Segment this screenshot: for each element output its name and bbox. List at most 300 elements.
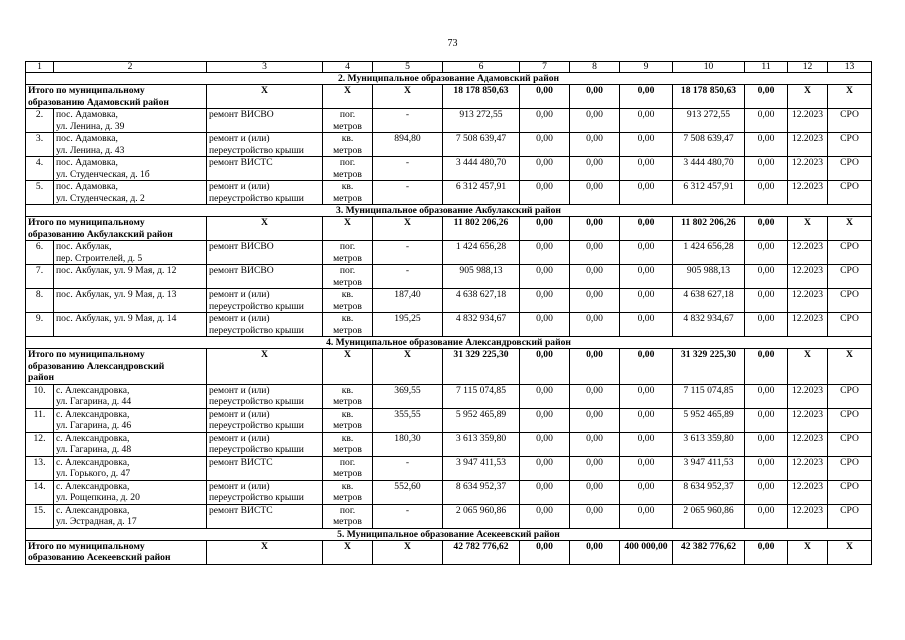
work-type-line: переустройство крыши <box>209 396 304 407</box>
address-cell <box>54 432 207 456</box>
total-cell: Х <box>373 217 443 241</box>
amount-cell: 0,00 <box>745 109 788 133</box>
row-number: 2. <box>26 109 54 133</box>
method-cell: СРО <box>828 289 872 313</box>
method-cell: СРО <box>828 133 872 157</box>
address-line: ул. Гагарина, д. 48 <box>56 444 132 455</box>
amount-cell: 0,00 <box>520 408 570 432</box>
total-cell: Х <box>828 85 872 109</box>
section-title: 2. Муниципальное образование Адамовский район <box>26 73 872 85</box>
table-row <box>26 133 872 157</box>
section-total-row <box>26 85 872 109</box>
section-title: 3. Муниципальное образование Акбулакский район <box>26 205 872 217</box>
amount-cell: 0,00 <box>620 432 673 456</box>
table-row <box>26 456 872 480</box>
amount-cell: 0,00 <box>620 133 673 157</box>
total-cell: 0,00 <box>745 85 788 109</box>
deadline-cell: 12.2023 <box>788 432 828 456</box>
amount-cell: 0,00 <box>570 109 620 133</box>
deadline-cell: 12.2023 <box>788 313 828 337</box>
total-label-line: образованию Акбулакский район <box>28 228 173 240</box>
column-number: 4 <box>323 62 373 73</box>
volume-cell: - <box>373 157 443 181</box>
unit-line: метров <box>333 168 362 180</box>
table-row <box>26 265 872 289</box>
amount-cell: 0,00 <box>570 241 620 265</box>
amount-cell: 7 508 639,47 <box>673 133 745 157</box>
total-cell: 0,00 <box>620 85 673 109</box>
total-cell: 42 382 776,62 <box>673 540 745 564</box>
work-type-line: ремонт и (или) <box>209 181 270 192</box>
unit-line: метров <box>333 192 362 204</box>
volume-cell: 369,55 <box>373 384 443 408</box>
table-row <box>26 384 872 408</box>
unit-cell <box>323 432 373 456</box>
unit-line: метров <box>333 468 362 479</box>
total-cell: 0,00 <box>520 85 570 109</box>
amount-cell: 0,00 <box>745 133 788 157</box>
total-cell: 0,00 <box>745 540 788 564</box>
address-cell <box>54 504 207 528</box>
work-type-line: ремонт ВИСТС <box>209 456 273 468</box>
amount-cell: 0,00 <box>745 313 788 337</box>
total-cell: 0,00 <box>520 217 570 241</box>
amount-cell: 0,00 <box>745 504 788 528</box>
address-cell <box>54 157 207 181</box>
amount-cell: 7 115 074,85 <box>673 384 745 408</box>
row-number: 6. <box>26 241 54 265</box>
amount-cell: 0,00 <box>570 289 620 313</box>
work-type-line: ремонт и (или) <box>209 313 270 324</box>
amount-cell: 913 272,55 <box>673 109 745 133</box>
amount-cell: 8 634 952,37 <box>443 480 520 504</box>
row-number: 11. <box>26 408 54 432</box>
amount-cell: 0,00 <box>570 456 620 480</box>
amount-cell: 6 312 457,91 <box>443 181 520 205</box>
work-type-line: переустройство крыши <box>209 492 304 503</box>
unit-cell <box>323 265 373 289</box>
address-line: пос. Акбулак, <box>56 241 112 252</box>
column-number-row <box>26 62 872 73</box>
column-number: 10 <box>673 62 745 73</box>
amount-cell: 0,00 <box>745 241 788 265</box>
row-number: 14. <box>26 480 54 504</box>
amount-cell: 5 952 465,89 <box>443 408 520 432</box>
unit-cell <box>323 313 373 337</box>
section-header-row <box>26 73 872 85</box>
total-label <box>26 349 207 385</box>
volume-cell: 355,55 <box>373 408 443 432</box>
work-type-line: переустройство крыши <box>209 324 304 336</box>
amount-cell: 0,00 <box>570 480 620 504</box>
address-line: пос. Адамовка, <box>56 133 118 144</box>
work-type-cell <box>207 313 323 337</box>
amount-cell: 0,00 <box>745 384 788 408</box>
section-total-row <box>26 349 872 385</box>
address-line: пос. Адамовка, <box>56 109 118 120</box>
amount-cell: 0,00 <box>520 181 570 205</box>
table-row <box>26 313 872 337</box>
unit-cell <box>323 480 373 504</box>
method-cell: СРО <box>828 456 872 480</box>
address-line: с. Александровка, <box>56 456 130 468</box>
total-cell: Х <box>207 217 323 241</box>
total-label-line: образованию Асекеевский район <box>28 552 171 563</box>
unit-line: пог. <box>339 456 356 468</box>
unit-line: метров <box>333 120 362 132</box>
work-type-line: ремонт и (или) <box>209 480 270 492</box>
amount-cell: 0,00 <box>570 133 620 157</box>
total-cell: Х <box>373 540 443 564</box>
section-title: 5. Муниципальное образование Асекеевский район <box>26 528 872 540</box>
total-cell: 400 000,00 <box>620 540 673 564</box>
section-total-row <box>26 217 872 241</box>
amount-cell: 0,00 <box>520 384 570 408</box>
address-line: пос. Акбулак, ул. 9 Мая, д. 14 <box>56 313 177 324</box>
work-type-line: ремонт ВИСВО <box>209 241 274 252</box>
unit-line: кв. <box>341 313 354 324</box>
unit-cell <box>323 133 373 157</box>
amount-cell: 2 065 960,86 <box>443 504 520 528</box>
column-number: 13 <box>828 62 872 73</box>
volume-cell: - <box>373 504 443 528</box>
column-number: 5 <box>373 62 443 73</box>
total-label <box>26 540 207 564</box>
work-type-line: ремонт и (или) <box>209 133 270 144</box>
total-cell: Х <box>788 85 828 109</box>
address-cell <box>54 289 207 313</box>
row-number: 12. <box>26 432 54 456</box>
address-line: ул. Рощепкина, д. 20 <box>56 492 140 503</box>
unit-line: пог. <box>339 241 356 252</box>
total-label-line: образованию Александровский <box>28 360 165 372</box>
volume-cell: - <box>373 109 443 133</box>
address-line: ул. Ленина, д. 39 <box>56 120 125 132</box>
unit-cell <box>323 408 373 432</box>
row-number: 10. <box>26 384 54 408</box>
method-cell: СРО <box>828 504 872 528</box>
unit-line: кв. <box>341 289 354 300</box>
total-cell: 31 329 225,30 <box>443 349 520 385</box>
total-cell: 0,00 <box>745 349 788 385</box>
column-number: 11 <box>745 62 788 73</box>
address-line: пос. Адамовка, <box>56 181 118 192</box>
address-line: пос. Акбулак, ул. 9 Мая, д. 12 <box>56 265 177 276</box>
deadline-cell: 12.2023 <box>788 157 828 181</box>
method-cell: СРО <box>828 157 872 181</box>
address-line: ул. Эстрадная, д. 17 <box>56 516 137 527</box>
address-line: ул. Гагарина, д. 46 <box>56 420 132 431</box>
column-number: 8 <box>570 62 620 73</box>
row-number: 13. <box>26 456 54 480</box>
volume-cell: - <box>373 181 443 205</box>
total-cell: Х <box>788 540 828 564</box>
deadline-cell: 12.2023 <box>788 133 828 157</box>
total-cell: 0,00 <box>620 349 673 385</box>
section-total-row <box>26 540 872 564</box>
total-cell: 0,00 <box>620 217 673 241</box>
table-row <box>26 480 872 504</box>
total-label <box>26 217 207 241</box>
address-line: с. Александровка, <box>56 480 130 492</box>
work-type-cell <box>207 241 323 265</box>
work-type-line: переустройство крыши <box>209 420 304 431</box>
amount-cell: 0,00 <box>570 157 620 181</box>
total-cell: Х <box>373 349 443 385</box>
unit-cell <box>323 109 373 133</box>
amount-cell: 0,00 <box>570 504 620 528</box>
amount-cell: 0,00 <box>745 181 788 205</box>
amount-cell: 0,00 <box>745 265 788 289</box>
amount-cell: 0,00 <box>570 432 620 456</box>
address-cell <box>54 109 207 133</box>
deadline-cell: 12.2023 <box>788 265 828 289</box>
work-type-cell <box>207 504 323 528</box>
row-number: 3. <box>26 133 54 157</box>
address-line: с. Александровка, <box>56 408 130 420</box>
amount-cell: 0,00 <box>620 289 673 313</box>
unit-line: метров <box>333 516 362 527</box>
total-cell: 0,00 <box>520 349 570 385</box>
work-type-cell <box>207 265 323 289</box>
amount-cell: 0,00 <box>620 384 673 408</box>
method-cell: СРО <box>828 408 872 432</box>
amount-cell: 2 065 960,86 <box>673 504 745 528</box>
amount-cell: 1 424 656,28 <box>443 241 520 265</box>
volume-cell: - <box>373 456 443 480</box>
amount-cell: 0,00 <box>520 432 570 456</box>
volume-cell: 195,25 <box>373 313 443 337</box>
amount-cell: 3 444 480,70 <box>443 157 520 181</box>
unit-line: кв. <box>341 432 354 444</box>
unit-cell <box>323 504 373 528</box>
unit-cell <box>323 181 373 205</box>
amount-cell: 0,00 <box>570 181 620 205</box>
address-line: пос. Адамовка, <box>56 157 118 168</box>
total-cell: Х <box>323 217 373 241</box>
unit-line: пог. <box>339 265 356 276</box>
work-type-line: ремонт и (или) <box>209 408 270 420</box>
row-number: 9. <box>26 313 54 337</box>
deadline-cell: 12.2023 <box>788 241 828 265</box>
address-cell <box>54 384 207 408</box>
method-cell: СРО <box>828 432 872 456</box>
work-type-line: ремонт ВИСТС <box>209 504 273 516</box>
work-type-cell <box>207 384 323 408</box>
row-number: 8. <box>26 289 54 313</box>
column-number: 2 <box>54 62 207 73</box>
unit-line: метров <box>333 276 362 288</box>
total-cell: 31 329 225,30 <box>673 349 745 385</box>
method-cell: СРО <box>828 384 872 408</box>
total-cell: Х <box>828 349 872 385</box>
amount-cell: 5 952 465,89 <box>673 408 745 432</box>
total-cell: Х <box>788 349 828 385</box>
total-cell: 0,00 <box>570 540 620 564</box>
total-label-line: Итого по муниципальному <box>28 217 145 228</box>
amount-cell: 0,00 <box>570 384 620 408</box>
work-type-line: ремонт ВИСВО <box>209 109 274 120</box>
amount-cell: 0,00 <box>520 109 570 133</box>
total-cell: 18 178 850,63 <box>443 85 520 109</box>
address-line: с. Александровка, <box>56 384 130 396</box>
volume-cell: - <box>373 241 443 265</box>
work-type-line: ремонт и (или) <box>209 289 270 300</box>
amount-cell: 0,00 <box>520 504 570 528</box>
total-cell: Х <box>323 85 373 109</box>
amount-cell: 0,00 <box>620 504 673 528</box>
total-cell: Х <box>323 540 373 564</box>
amount-cell: 4 832 934,67 <box>673 313 745 337</box>
work-type-cell <box>207 289 323 313</box>
amount-cell: 3 613 359,80 <box>673 432 745 456</box>
address-line: ул. Горького, д. 47 <box>56 468 131 479</box>
amount-cell: 0,00 <box>520 289 570 313</box>
method-cell: СРО <box>828 313 872 337</box>
address-line: с. Александровка, <box>56 432 130 444</box>
volume-cell: - <box>373 265 443 289</box>
work-type-cell <box>207 181 323 205</box>
total-label-line: район <box>28 372 54 383</box>
amount-cell: 0,00 <box>620 109 673 133</box>
amount-cell: 0,00 <box>745 408 788 432</box>
amount-cell: 7 508 639,47 <box>443 133 520 157</box>
unit-line: метров <box>333 492 362 503</box>
amount-cell: 0,00 <box>620 181 673 205</box>
volume-cell: 180,30 <box>373 432 443 456</box>
method-cell: СРО <box>828 241 872 265</box>
section-title: 4. Муниципальное образование Александровский район <box>26 337 872 349</box>
unit-line: метров <box>333 300 362 312</box>
amount-cell: 0,00 <box>520 265 570 289</box>
unit-line: пог. <box>339 109 356 120</box>
unit-line: метров <box>333 420 362 431</box>
method-cell: СРО <box>828 181 872 205</box>
address-line: ул. Гагарина, д. 44 <box>56 396 132 407</box>
column-number: 7 <box>520 62 570 73</box>
amount-cell: 0,00 <box>620 241 673 265</box>
address-cell <box>54 456 207 480</box>
unit-line: кв. <box>341 408 354 420</box>
volume-cell: 894,80 <box>373 133 443 157</box>
amount-cell: 3 947 411,53 <box>673 456 745 480</box>
amount-cell: 1 424 656,28 <box>673 241 745 265</box>
deadline-cell: 12.2023 <box>788 384 828 408</box>
amount-cell: 0,00 <box>620 265 673 289</box>
amount-cell: 905 988,13 <box>443 265 520 289</box>
address-cell <box>54 408 207 432</box>
unit-cell <box>323 289 373 313</box>
total-label-line: образованию Адамовский район <box>28 96 169 108</box>
method-cell: СРО <box>828 480 872 504</box>
work-type-cell <box>207 133 323 157</box>
amount-cell: 3 613 359,80 <box>443 432 520 456</box>
method-cell: СРО <box>828 109 872 133</box>
total-cell: Х <box>828 217 872 241</box>
amount-cell: 0,00 <box>520 157 570 181</box>
total-cell: Х <box>207 540 323 564</box>
table-row <box>26 241 872 265</box>
amount-cell: 0,00 <box>520 456 570 480</box>
unit-line: кв. <box>341 480 354 492</box>
unit-line: кв. <box>341 384 354 396</box>
total-cell: 0,00 <box>745 217 788 241</box>
work-type-line: ремонт и (или) <box>209 432 270 444</box>
unit-cell <box>323 456 373 480</box>
table-row <box>26 504 872 528</box>
unit-line: пог. <box>339 157 356 168</box>
address-cell <box>54 480 207 504</box>
address-line: ул. Студенческая, д. 1б <box>56 168 150 180</box>
amount-cell: 913 272,55 <box>443 109 520 133</box>
unit-line: пог. <box>339 504 356 516</box>
amount-cell: 4 638 627,18 <box>673 289 745 313</box>
method-cell: СРО <box>828 265 872 289</box>
table-row <box>26 157 872 181</box>
section-header-row <box>26 337 872 349</box>
work-type-line: переустройство крыши <box>209 444 304 455</box>
unit-cell <box>323 384 373 408</box>
amount-cell: 0,00 <box>620 408 673 432</box>
work-type-cell <box>207 157 323 181</box>
address-cell <box>54 133 207 157</box>
amount-cell: 0,00 <box>570 265 620 289</box>
amount-cell: 0,00 <box>620 456 673 480</box>
table-row <box>26 289 872 313</box>
section-header-row <box>26 528 872 540</box>
total-cell: 0,00 <box>570 349 620 385</box>
unit-line: кв. <box>341 181 354 192</box>
amount-cell: 6 312 457,91 <box>673 181 745 205</box>
table-row <box>26 408 872 432</box>
total-cell: 42 782 776,62 <box>443 540 520 564</box>
address-line: с. Александровка, <box>56 504 130 516</box>
total-label-line: Итого по муниципальному <box>28 349 145 360</box>
unit-line: кв. <box>341 133 354 144</box>
amount-cell: 0,00 <box>520 241 570 265</box>
total-cell: 0,00 <box>570 85 620 109</box>
amount-cell: 0,00 <box>745 456 788 480</box>
deadline-cell: 12.2023 <box>788 181 828 205</box>
work-type-cell <box>207 456 323 480</box>
total-label-line: Итого по муниципальному <box>28 85 145 96</box>
work-type-cell <box>207 408 323 432</box>
column-number: 6 <box>443 62 520 73</box>
total-cell: 11 802 206,26 <box>673 217 745 241</box>
table-row <box>26 432 872 456</box>
work-type-cell <box>207 480 323 504</box>
capital-repair-table <box>25 61 872 565</box>
unit-line: метров <box>333 396 362 407</box>
amount-cell: 4 638 627,18 <box>443 289 520 313</box>
amount-cell: 0,00 <box>620 480 673 504</box>
amount-cell: 0,00 <box>745 480 788 504</box>
row-number: 7. <box>26 265 54 289</box>
address-line: ул. Студенческая, д. 2 <box>56 192 145 204</box>
row-number: 5. <box>26 181 54 205</box>
address-cell <box>54 241 207 265</box>
total-cell: 18 178 850,63 <box>673 85 745 109</box>
amount-cell: 0,00 <box>570 408 620 432</box>
work-type-line: переустройство крыши <box>209 300 304 312</box>
unit-line: метров <box>333 444 362 455</box>
address-line: ул. Ленина, д. 43 <box>56 144 125 156</box>
unit-cell <box>323 157 373 181</box>
section-header-row <box>26 205 872 217</box>
column-number: 1 <box>26 62 54 73</box>
amount-cell: 0,00 <box>745 157 788 181</box>
total-cell: 0,00 <box>570 217 620 241</box>
